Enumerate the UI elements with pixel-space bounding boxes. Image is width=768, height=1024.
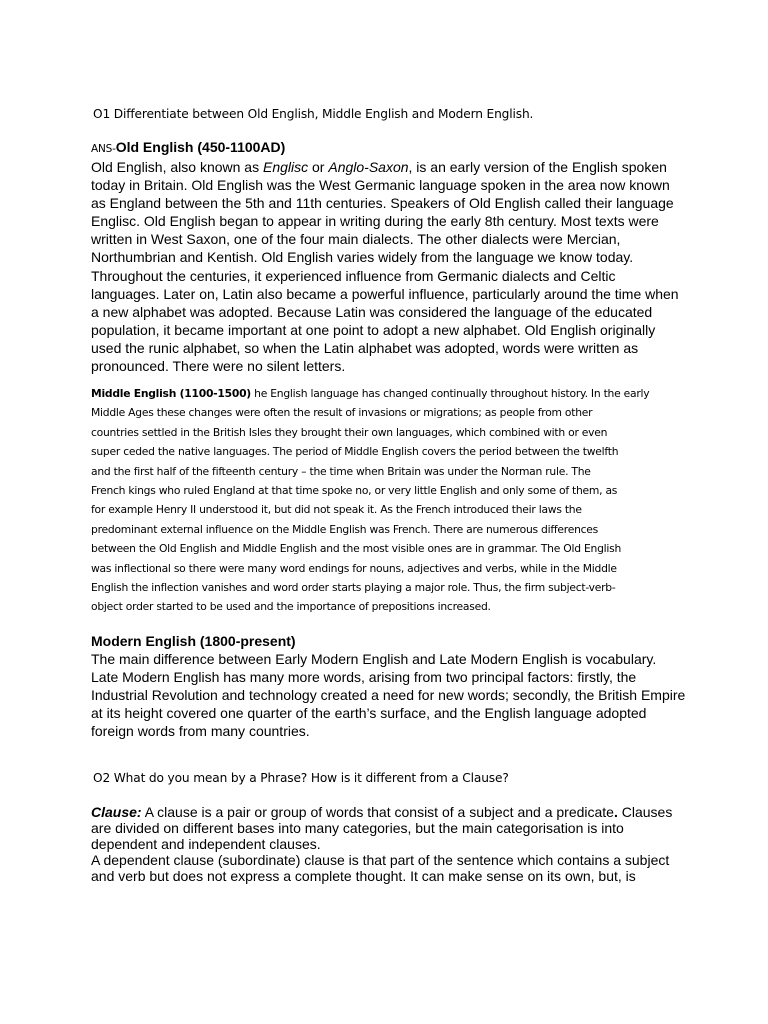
paragraph-line: dependent and independent clauses.	[91, 836, 321, 852]
paragraph-line: The main difference between Early Modern English and Late Modern English is vocabulary.	[91, 651, 657, 667]
modern-english-heading: Modern English (1800-present)	[91, 633, 296, 649]
paragraph-line	[91, 804, 754, 820]
paragraph-line: Middle Ages these changes were often the result of invasions or migrations; as people from other	[91, 406, 593, 420]
paragraph-line: and the first half of the fifteenth century – the time when Britain was under the Norman rule. The	[91, 464, 591, 478]
text-run: , is an early version of the English spoken	[408, 159, 667, 175]
text-run: A clause is a pair or group of words that consist of a subject and a predicate	[141, 804, 614, 820]
old-english-paragraph	[91, 158, 754, 375]
clause-term: Clause:	[91, 804, 142, 820]
paragraph-line: population, it became important at one point to adopt a new alphabet. Old English originally	[91, 321, 656, 338]
old-english-section	[91, 138, 754, 375]
paragraph-line: today in Britain. Old English was the West Germanic language spoken in the area now known	[91, 177, 670, 194]
paragraph-line: languages. Later on, Latin also became a powerful influence, particularly around the time when	[91, 285, 679, 302]
paragraph-line: Late Modern English has many more words, arising from two principal factors: firstly, the	[91, 669, 637, 686]
paragraph-line: foreign words from many countries.	[91, 723, 310, 740]
question-1: O1 Differentiate between Old English, Middle English and Modern English.	[93, 107, 534, 121]
middle-english-section	[91, 384, 754, 617]
paragraph-line: are divided on different bases into many categories, but the main categorisation is into	[91, 820, 624, 836]
answer-prefix: ANS-	[91, 143, 116, 155]
paragraph-line: for example Henry II understood it, but did not speak it. As the French introduced their laws the	[91, 503, 582, 517]
paragraph-line: pronounced. There were no silent letters.	[91, 358, 346, 375]
middle-english-heading: Middle English (1100-1500)	[91, 387, 251, 400]
paragraph-line	[91, 384, 754, 403]
paragraph-line: English the inflection vanishes and word order starts playing a major role. Thus, the firm subject-verb-	[91, 581, 616, 595]
text-run: Clauses	[617, 804, 673, 820]
clause-section	[91, 804, 754, 884]
paragraph-line: predominant external influence on the Middle English was French. There are numerous differences	[91, 522, 599, 536]
text-run: or	[308, 159, 329, 175]
paragraph-line: object order started to be used and the importance of prepositions increased.	[91, 600, 491, 614]
paragraph-line: used the runic alphabet, so when the Latin alphabet was adopted, words were written as	[91, 339, 639, 356]
paragraph-line: A dependent clause (subordinate) clause is that part of the sentence which contains a subject	[91, 852, 670, 868]
paragraph-line: as England between the 5th and 11th centuries. Speakers of Old English called their language	[91, 195, 674, 212]
paragraph-line: a new alphabet was adopted. Because Latin was considered the language of the educated	[91, 303, 653, 320]
paragraph-line: written in West Saxon, one of the four main dialects. The other dialects were Mercian,	[91, 231, 621, 248]
italic-term: Anglo-Saxon	[328, 159, 409, 175]
modern-english-paragraph	[91, 650, 754, 740]
paragraph-line: and verb but does not express a complete thought. It can make sense on its own, but, is	[91, 868, 636, 884]
text-run: he English language has changed continually throughout history. In the early	[250, 387, 650, 400]
paragraph-line: Englisc. Old English began to appear in writing during the early 8th century. Most texts were	[91, 213, 659, 230]
paragraph-line: Throughout the centuries, it experienced influence from Germanic dialects and Celtic	[91, 267, 616, 284]
old-english-heading-text: Old English (450-1100AD)	[115, 139, 286, 155]
paragraph-line: countries settled in the British Isles they brought their own languages, which combined with or even	[91, 425, 608, 439]
italic-term: Englisc	[262, 159, 309, 175]
paragraph-line: Northumbrian and Kentish. Old English varies widely from the language we know today.	[91, 249, 634, 266]
paragraph-line: between the Old English and Middle English and the most visible ones are in grammar. The Old English	[91, 542, 622, 556]
text-run: Old English, also known as	[91, 159, 263, 175]
paragraph-line: Industrial Revolution and technology created a need for new words; secondly, the British Empire	[91, 687, 686, 704]
text-run: .	[613, 804, 618, 820]
old-english-heading	[91, 138, 754, 158]
paragraph-line: at its height covered one quarter of the earth’s surface, and the English language adopted	[91, 705, 647, 722]
modern-english-section	[91, 632, 754, 740]
paragraph-line: was inflectional so there were many word endings for nouns, adjectives and verbs, while in the Middle	[91, 561, 617, 575]
paragraph-line: French kings who ruled England at that time spoke no, or very little English and only some of them, as	[91, 484, 618, 498]
paragraph-line	[91, 158, 754, 176]
question-2: O2 What do you mean by a Phrase? How is it different from a Clause?	[93, 771, 509, 785]
paragraph-line: super ceded the native languages. The period of Middle English covers the period between the twelfth	[91, 445, 619, 459]
